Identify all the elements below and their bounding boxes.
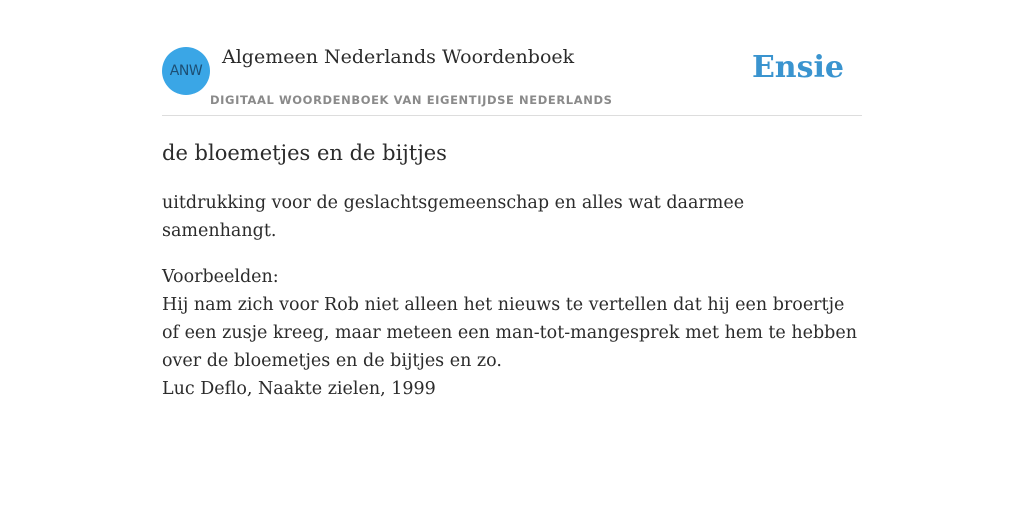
examples xyxy=(162,263,862,403)
logo-text: ANW xyxy=(169,63,203,79)
example-source: Luc Deflo, Naakte zielen, 1999 xyxy=(162,379,436,399)
example-text: Hij nam zich voor Rob niet alleen het nieuws te vertellen dat hij een broertje of een zusje kreeg, maar meteen een man-tot-mangesprek met hem te hebben over de bloemetjes en de bijtjes en zo. xyxy=(162,295,858,371)
ensie-brand-link[interactable]: Ensie xyxy=(751,50,844,85)
header xyxy=(162,40,862,116)
site-subtitle: DIGITAAL WOORDENBOEK VAN EIGENTIJDSE NEDERLANDS xyxy=(210,93,613,107)
headword: de bloemetjes en de bijtjes xyxy=(162,141,447,165)
examples-label: Voorbeelden: xyxy=(162,267,279,287)
anw-logo[interactable] xyxy=(162,47,210,95)
entry-card xyxy=(162,40,862,403)
site-title[interactable]: Algemeen Nederlands Woordenboek xyxy=(222,46,575,68)
definition: uitdrukking voor de geslachtsgemeenschap en alles wat daarmee samenhangt. xyxy=(162,193,745,241)
